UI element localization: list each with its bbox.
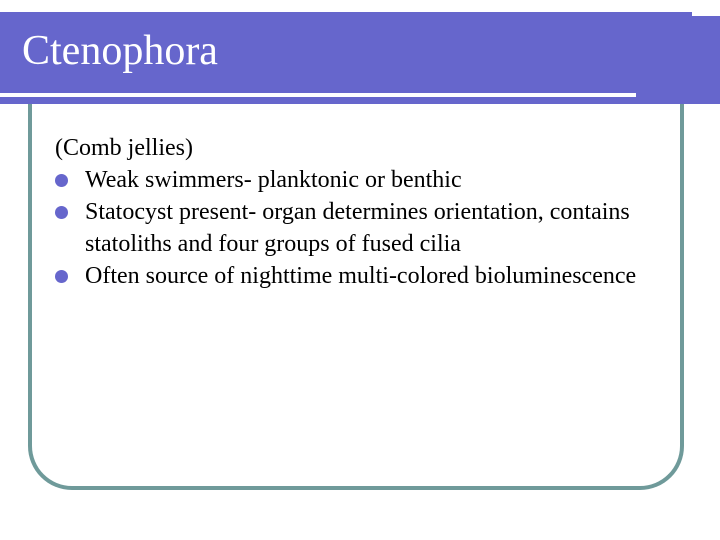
slide-body xyxy=(55,132,665,292)
bullet-dot-icon xyxy=(55,270,68,283)
bullet-dot-icon xyxy=(55,206,68,219)
bullet-item xyxy=(55,164,665,196)
title-underline xyxy=(0,93,636,97)
bullet-text: Often source of nighttime multi-colored bioluminescence xyxy=(85,263,637,289)
bullet-text: Statocyst present- organ determines orientation, contains statoliths and four groups of fused cilia xyxy=(85,199,630,257)
slide-title: Ctenophora xyxy=(22,28,218,74)
bullet-item xyxy=(55,260,665,292)
intro-text: (Comb jellies) xyxy=(55,135,193,161)
bullet-dot-icon xyxy=(55,174,68,187)
title-accent xyxy=(692,12,720,104)
title-notch xyxy=(692,12,720,16)
bullet-text: Weak swimmers- planktonic or benthic xyxy=(85,167,462,193)
bullet-item xyxy=(55,196,665,260)
